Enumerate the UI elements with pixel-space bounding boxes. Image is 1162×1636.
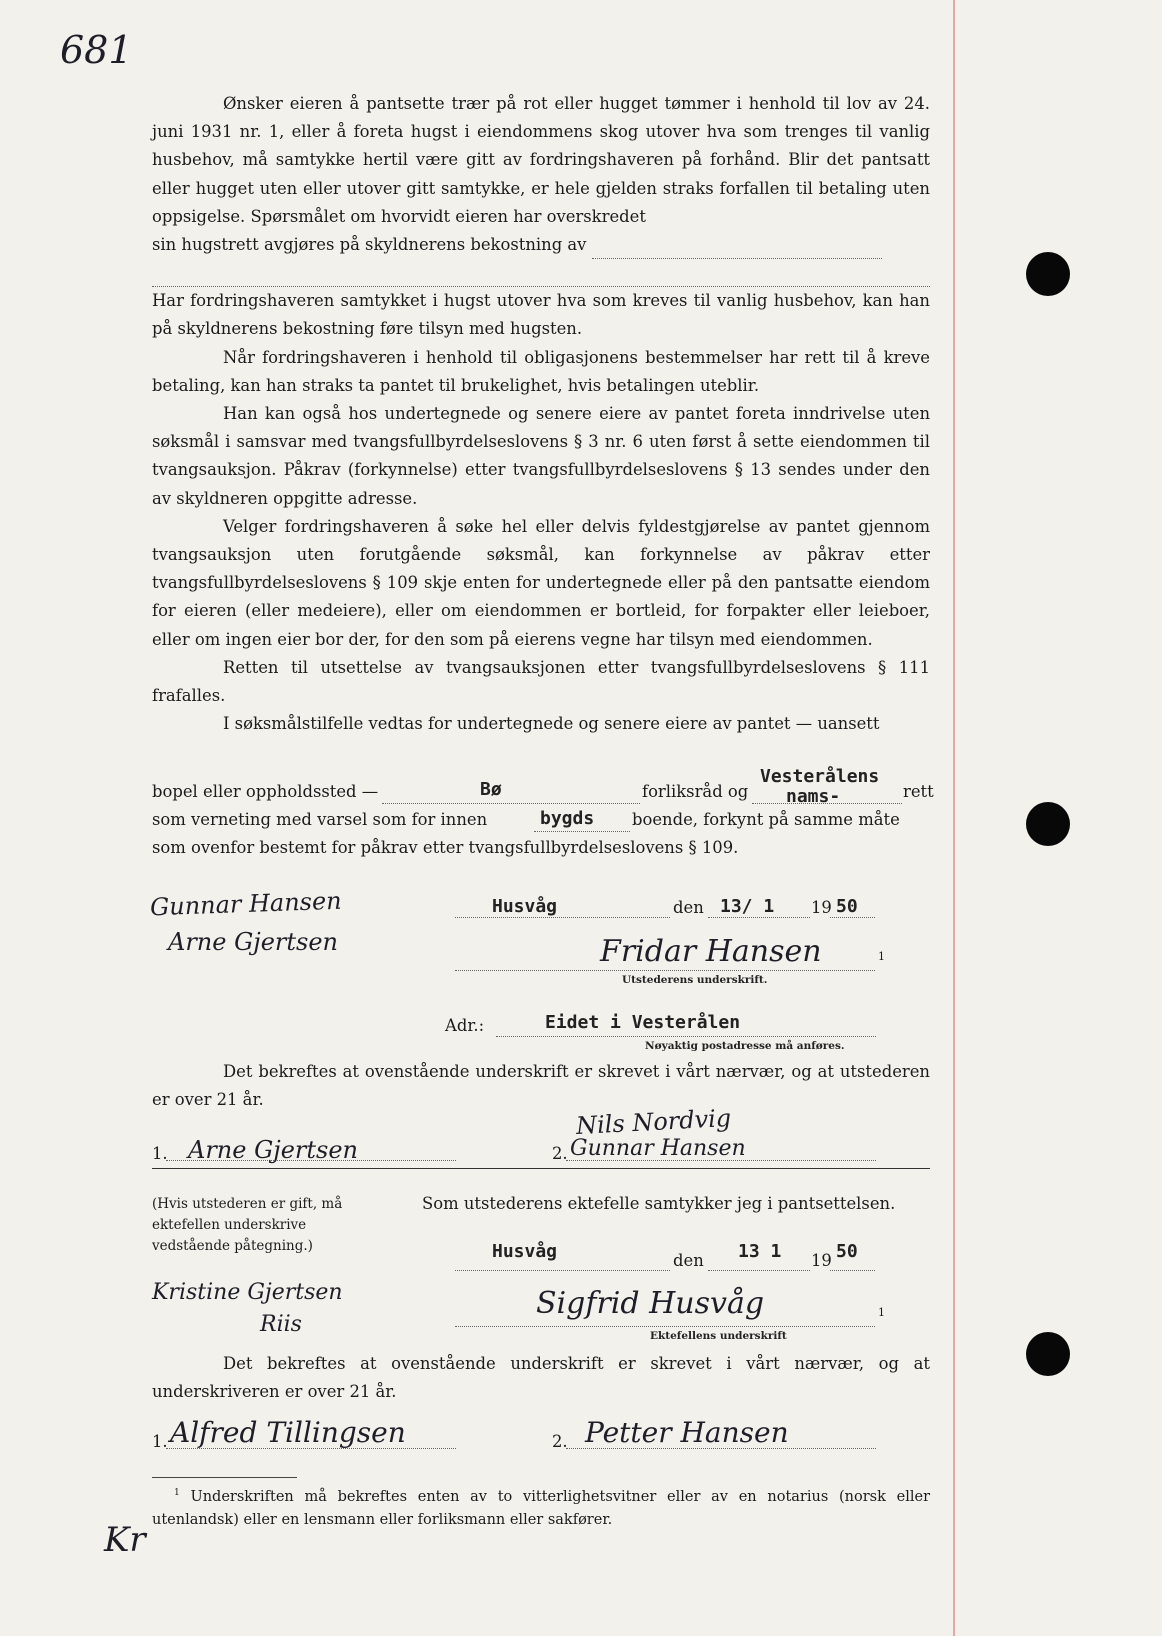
paragraph-4: Han kan også hos undertegnede og senere eiere av pantet foreta inndrivelse uten søksmål i samsvar med tvangsfullbyrdelseslovens § 3 nr. 6 uten først å sette eiendommen til tvangsauksjon. Påkrav (forkynnelse) etter tvangsfullbyrdelseslovens § 13 sendes under den av skyldneren oppgitte adresse. [152, 404, 930, 508]
paragraph-7d: som ovenfor bestemt for påkrav etter tvangsfullbyrdelseslovens § 109. [152, 838, 739, 857]
witness-2-signature: Gunnar Hansen [570, 1136, 746, 1161]
issuer-signature-label: Utstederens underskrift. [622, 974, 768, 986]
rett-value-line1: Vesterålens [760, 766, 880, 787]
witness-b1-signature: Alfred Tillingsen [170, 1416, 406, 1449]
address-label: Adr.: [445, 1016, 485, 1035]
document-page: 681 Ønsker eieren å pantsette trær på rot eller hugget tømmer i henhold til lov av 24. juni 1931 nr. 1, eller å foreta hugst i eiendommens skog utover hva som trenges til vanlig husbehov, må samtykke hertil være gitt av fordringshaveren på forhånd. Blir det pantsatt eller hugget uten eller utover gitt samtykke, er hele gjelden straks forfallen til betaling uten oppsigelse. Spørsmålet om hvorvidt eieren har overskredet sin hugstrett avgjøres på skyldnerens bekostning av Har fordringshaveren samtykket i hugst utover hva som kreves til vanlig husbehov, kan han på skyldnerens bekostning føre tilsyn med hugsten. Når fordringshaveren i henhold til obligasjonens bestemmelser har rett til å kreve betaling, kan han straks ta pantet til brukelighet, hvis betalingen uteblir. Han kan også hos undertegnede og senere eiere av pantet foreta inndrivelse uten søksmål i samsvar med tvangsfullbyrdelseslovens § 3 nr. 6 uten først å sette eiendommen til tvangsauksjon. Påkrav (forkynnelse) etter tvangsfullbyrdelseslovens § 13 sendes under den av skyldneren oppgitte adresse. Velger fordringshaveren å søke hel eller delvis fyldestgjørelse av pantet gjennom tvangsauksjon uten forutgående søksmål, kan forkynnelse av påkrav etter tvangsfullbyrdelseslovens § 109 skje enten for undertegnede eller på den pantsatte eiendom for eieren (eller medeiere), eller om eiendommen er bortleid, for forpakter eller leieboer, eller om ingen eier bor der, for den som på eierens vegne har tilsyn med eiendommen. Retten til utsettelse av tvangsauksjonen etter tvangsfullbyrdelseslovens § 111 frafalles. I søksmålstilfelle vedtas for undertegnede og senere eiere av pantet — uansett bopel eller oppholdssted — Bø forliksråd og Vesterålens nams- rett som verneting med varsel som for innen bygds boende, forkynt på samme måte som ovenfor bestemt for påkrav etter tvangsfullbyrdelseslovens § 109. Gunnar Hansen Arne Gjertsen Husvåg den 13/ 1 19 50 Fridar Hansen 1 Utstederens underskrift. Adr.: Eidet i Vesterålen Nøyaktig postadresse må anføres. Det bekreftes at ovenstående underskrift er skrevet i vårt nærvær, og at utstederen er over 21 år. Nils Nordvig 1. Arne Gjertsen 2. Gunnar Hansen (Hvis utstederen er gift, må ektefellen underskrive vedstående påtegning.) Som utstederens ektefelle samtykker jeg i pantsettelsen. Husvåg den 13 1 19 50 Kristine Gjertsen Riis Sigfrid Husvåg 1 Ektefellens underskrift Det bekreftes at ovenstående underskrift er skrevet i vårt nærvær, og at underskriveren er over 21 år. 1. Alfred Tillingsen 2. Petter Hansen $^1$ Underskriften må bekreftes enten av to vitterlighetsvitner eller av en notarius (norsk eller utenlandsk) eller en lensmann eller forliksmann eller sakfører. Kr [0, 0, 1162, 1636]
issuer-signature: Fridar Hansen [600, 934, 822, 969]
margin-signature-2: Arne Gjertsen [168, 928, 339, 956]
place-2: Husvåg [492, 1241, 558, 1262]
date-2-day: 13 1 [738, 1241, 782, 1262]
paragraph-2: Har fordringshaveren samtykket i hugst utover hva som kreves til vanlig husbehov, kan han på skyldnerens bekostning føre tilsyn med hugsten. [152, 291, 930, 339]
paragraph-3: Når fordringshaveren i henhold til obligasjonens bestemmelser har rett til å kreve betaling, kan han straks ta pantet til brukelighet, hvis betalingen uteblir. [152, 347, 930, 395]
rett-value-line2: nams- [786, 786, 841, 807]
paragraph-1: Ønsker eieren å pantsette trær på rot eller hugget tømmer i henhold til lov av 24. juni 1931 nr. 1, eller å foreta hugst i eiendommens skog utover hva som trenges til vanlig husbehov, må samtykke hertil være gitt av fordringshaveren på forhånd. Blir det pantsatt eller hugget uten eller utover gitt samtykke, er hele gjelden straks forfallen til betaling uten oppsigelse. Spørsmålet om hvorvidt eieren har overskredet [152, 94, 930, 226]
paragraph-5: Velger fordringshaveren å søke hel eller delvis fyldestgjørelse av pantet gjennom tvangsauksjon uten forutgående søksmål, kan forkynnelse av påkrav etter tvangsfullbyrdelseslovens § 109 skje enten for undertegnede eller på den pantsatte eiendom for eieren (eller medeiere), eller om eiendommen er bortleid, for forpakter eller leieboer, eller om ingen eier bor der, for den som på eierens vegne har tilsyn med eiendommen. [152, 516, 930, 649]
confirm-2: Det bekreftes at ovenstående underskrift er skrevet i vårt nærvær, og at underskriveren er over 21 år. [152, 1354, 930, 1402]
paragraph-7a: I søksmålstilfelle vedtas for undertegnede og senere eiere av pantet — uansett [223, 714, 880, 734]
place-1: Husvåg [492, 896, 558, 917]
spouse-signature-label: Ektefellens underskrift [650, 1330, 787, 1342]
forliksrad-label: forliksråd og [642, 782, 749, 801]
address-value: Eidet i Vesterålen [545, 1012, 741, 1033]
address-note: Nøyaktig postadresse må anføres. [645, 1040, 845, 1052]
spouse-signature: Sigfrid Husvåg [536, 1286, 765, 1321]
year-prefix-1: 19 [811, 898, 832, 917]
margin-signature-1: Gunnar Hansen [149, 886, 343, 922]
rett-label: rett [903, 782, 934, 801]
spouse-note: (Hvis utstederen er gift, må ektefellen underskrive vedstående påtegning.) [152, 1196, 343, 1254]
footnote-rule [152, 1477, 297, 1478]
date-2-year: 50 [836, 1241, 858, 1262]
den-label-1: den [673, 898, 704, 917]
margin-signature-3b: Riis [260, 1312, 302, 1337]
punch-hole [1026, 802, 1070, 846]
initials: Kr [104, 1520, 146, 1560]
den-label-2: den [673, 1251, 704, 1270]
boende-label: boende, forkynt på samme måte [632, 810, 900, 829]
witness-1-signature: Arne Gjertsen [188, 1136, 359, 1164]
page-number: 681 [60, 28, 133, 72]
verneting-label: som verneting med varsel som for innen [152, 810, 488, 829]
witness-top-signature: Nils Nordvig [575, 1103, 732, 1141]
margin-signature-3: Kristine Gjertsen [152, 1280, 343, 1305]
witness-b2-signature: Petter Hansen [585, 1416, 789, 1449]
confirm-1: Det bekreftes at ovenstående underskrift er skrevet i vårt nærvær, og at utstederen er over 21 år. [152, 1062, 930, 1110]
punch-hole [1026, 252, 1070, 296]
date-1-day: 13/ 1 [720, 896, 775, 917]
paragraph-1-last: sin hugstrett avgjøres på skyldnerens bekostning av [152, 231, 930, 259]
margin-rule [953, 0, 955, 1636]
date-1-year: 50 [836, 896, 858, 917]
main-text [152, 90, 930, 738]
spouse-consent: Som utstederens ektefelle samtykker jeg i pantsettelsen. [422, 1194, 896, 1213]
paragraph-6: Retten til utsettelse av tvangsauksjonen etter tvangsfullbyrdelseslovens § 111 frafalles. [152, 657, 930, 706]
forliksrad-value: Bø [480, 779, 502, 800]
bopel-label: bopel eller oppholdssted — [152, 782, 379, 801]
footnote: $^1$ Underskriften må bekreftes enten av to vitterlighetsvitner eller av en notarius (norsk eller utenlandsk) eller en lensmann eller forliksmann eller sakfører. [152, 1488, 931, 1528]
punch-hole [1026, 1332, 1070, 1376]
year-prefix-2: 19 [811, 1251, 832, 1270]
innen-value: bygds [540, 808, 595, 829]
